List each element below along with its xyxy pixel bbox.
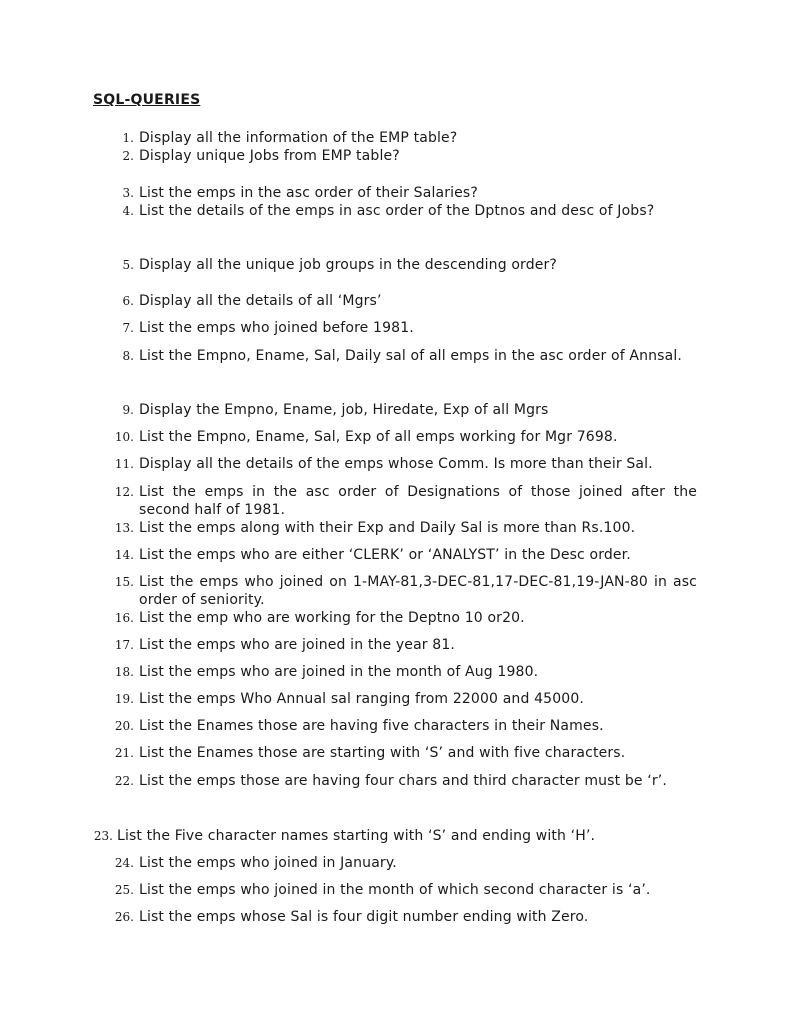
query-number: 26. xyxy=(114,910,134,924)
query-text: List the Empno, Ename, Sal, Exp of all emps working for Mgr 7698. xyxy=(139,429,618,445)
query-text: List the emps along with their Exp and Daily Sal is more than Rs.100. xyxy=(139,520,636,536)
query-text: List the emps who are joined in the month of Aug 1980. xyxy=(139,664,539,680)
query-number: 25. xyxy=(114,883,134,897)
query-text: List the emps who joined before 1981. xyxy=(139,320,414,336)
query-number: 1. xyxy=(122,131,134,145)
query-text: List the emps Who Annual sal ranging from 22000 and 45000. xyxy=(139,691,584,707)
query-text: Display all the details of the emps whose Comm. Is more than their Sal. xyxy=(139,456,653,472)
query-text: List the emps who joined in January. xyxy=(139,855,397,871)
query-number: 21. xyxy=(114,746,134,760)
query-number: 23. xyxy=(93,829,113,843)
query-text: Display all the details of all ‘Mgrs’ xyxy=(139,293,382,309)
query-number: 13. xyxy=(114,521,134,535)
query-text: Display the Empno, Ename, job, Hiredate, Exp of all Mgrs xyxy=(139,402,549,418)
query-text: List the Enames those are starting with ‘S’ and with five characters. xyxy=(139,745,626,761)
query-number: 8. xyxy=(122,349,134,363)
query-text: List the emps who are joined in the year 81. xyxy=(139,637,456,653)
query-number: 10. xyxy=(114,430,134,444)
query-number: 5. xyxy=(122,258,134,272)
query-number: 3. xyxy=(122,186,134,200)
query-text: List the emps in the asc order of Designations of those joined after the second half of 1981. xyxy=(139,484,697,518)
query-number: 14. xyxy=(114,548,134,562)
query-text: Display all the unique job groups in the descending order? xyxy=(139,257,558,273)
query-number: 22. xyxy=(114,774,134,788)
query-number: 17. xyxy=(114,638,134,652)
query-text: List the details of the emps in asc order of the Dptnos and desc of Jobs? xyxy=(139,203,655,219)
query-number: 12. xyxy=(114,485,134,499)
query-text: List the Empno, Ename, Sal, Daily sal of all emps in the asc order of Annsal. xyxy=(139,348,682,364)
query-text: List the emps those are having four chars and third character must be ‘r’. xyxy=(139,773,667,789)
query-number: 16. xyxy=(114,611,134,625)
query-number: 20. xyxy=(114,719,134,733)
query-number: 24. xyxy=(114,856,134,870)
query-number: 19. xyxy=(114,692,134,706)
query-number: 6. xyxy=(122,294,134,308)
query-text: List the emps whose Sal is four digit number ending with Zero. xyxy=(139,909,589,925)
query-text: List the emps in the asc order of their Salaries? xyxy=(139,185,478,201)
query-text: List the Five character names starting with ‘S’ and ending with ‘H’. xyxy=(117,828,596,844)
query-number: 9. xyxy=(122,403,134,417)
query-text: List the emps who joined in the month of which second character is ‘a’. xyxy=(139,882,651,898)
query-number: 11. xyxy=(114,457,134,471)
query-number: 7. xyxy=(122,321,134,335)
query-text: List the emps who joined on 1-MAY-81,3-DEC-81,17-DEC-81,19-JAN-80 in asc order of seniority. xyxy=(139,574,697,608)
page-title: SQL-QUERIES xyxy=(93,92,201,108)
query-number: 18. xyxy=(114,665,134,679)
query-text: List the emp who are working for the Deptno 10 or20. xyxy=(139,610,525,626)
query-number: 4. xyxy=(122,204,134,218)
query-number: 15. xyxy=(114,575,134,589)
query-text: List the emps who are either ‘CLERK’ or ‘ANALYST’ in the Desc order. xyxy=(139,547,631,563)
query-text: Display unique Jobs from EMP table? xyxy=(139,148,400,164)
query-number: 2. xyxy=(122,149,134,163)
query-text: List the Enames those are having five characters in their Names. xyxy=(139,718,604,734)
query-text: Display all the information of the EMP table? xyxy=(139,130,458,146)
